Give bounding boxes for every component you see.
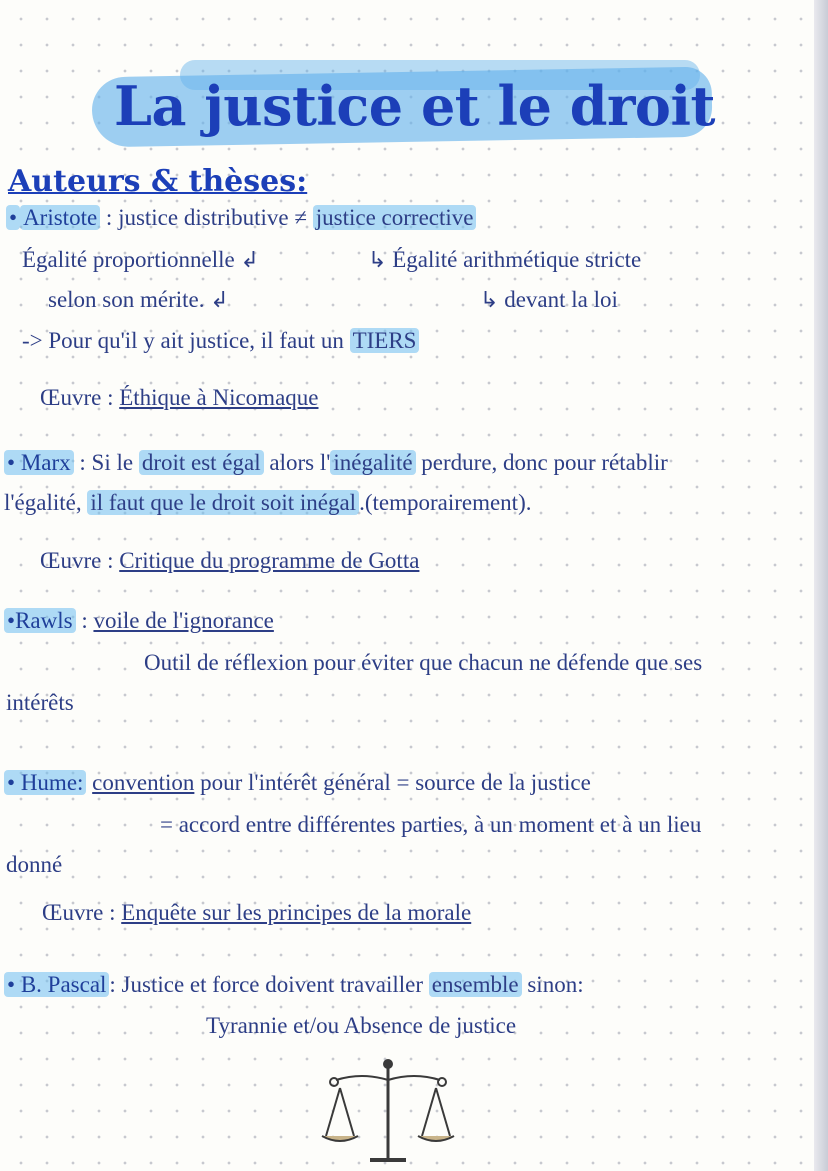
marx-text-5: perdure, donc pour rétablir	[421, 450, 668, 475]
author-name-pascal: B. Pascal	[20, 972, 107, 997]
separator: :	[81, 608, 88, 633]
page-title: La justice et le droit	[114, 74, 715, 138]
hume-text-1: pour l'intérêt général = source de la justice	[200, 770, 591, 795]
marx-oeuvre	[40, 548, 419, 574]
not-equal-sign: ≠	[294, 205, 307, 230]
oeuvre-label: Œuvre :	[42, 900, 116, 925]
hume-concept: convention	[92, 770, 195, 795]
section-heading: Auteurs & thèses:	[8, 164, 308, 199]
tiers-keyword: TIERS	[350, 328, 420, 353]
pascal-text-2: ensemble	[429, 972, 522, 997]
down-right-arrow-icon: ↳	[480, 288, 499, 313]
marx-text-6: l'égalité,	[4, 490, 82, 515]
marx-text-2: droit est égal	[139, 450, 264, 475]
marx-line-2	[4, 490, 531, 516]
pascal-text-4: Tyrannie et/ou Absence de justice	[206, 1013, 517, 1038]
marx-text-1: : Si le	[79, 450, 134, 475]
pascal-text-1: : Justice et force doivent travailler	[109, 972, 423, 997]
rawls-concept: voile de l'ignorance	[93, 608, 274, 633]
marx-text-7: il faut que le droit soit inégal	[87, 490, 359, 515]
oeuvre-title: Enquête sur les principes de la morale	[121, 900, 472, 925]
bullet-icon	[4, 608, 76, 633]
aristote-left-2	[48, 287, 229, 313]
aristote-concept-a: justice distributive	[118, 205, 289, 230]
pascal-line-1	[4, 972, 584, 998]
hume-line-1	[4, 770, 591, 796]
marx-text-3: alors l'	[269, 450, 331, 475]
aristote-left-1-text: Égalité proportionnelle	[22, 247, 235, 272]
hume-oeuvre	[42, 900, 471, 926]
bullet-glyph: •	[7, 972, 16, 997]
marx-line-1	[4, 450, 668, 476]
bullet-glyph: •	[7, 450, 16, 475]
bullet-icon	[4, 972, 109, 997]
hume-text-3: donné	[6, 852, 63, 877]
aristote-left-1	[22, 247, 259, 273]
aristote-concept-b: justice corrective	[313, 205, 477, 230]
bullet-icon	[4, 450, 74, 475]
aristote-oeuvre	[40, 385, 318, 411]
rawls-line	[4, 608, 274, 634]
rawls-desc-1: Outil de réflexion pour éviter que chacun ne défende que ses	[144, 650, 703, 675]
aristote-right-2	[480, 287, 618, 313]
oeuvre-title: Critique du programme de Gotta	[119, 548, 420, 573]
bullet-glyph: •	[7, 770, 16, 795]
aristote-right-2-text: devant la loi	[504, 287, 618, 312]
down-right-arrow-icon: ↳	[368, 248, 387, 273]
return-arrow-icon: ↲	[240, 248, 259, 273]
aristote-right-1	[368, 247, 641, 273]
aristote-conclusion	[22, 328, 419, 354]
aristote-conclusion-text: -> Pour qu'il y ait justice, il faut un	[22, 328, 344, 353]
return-arrow-icon: ↲	[210, 288, 229, 313]
hume-text-2: = accord entre différentes parties, à un moment et à un lieu	[160, 812, 702, 837]
oeuvre-title: Éthique à Nicomaque	[119, 385, 319, 410]
oeuvre-label: Œuvre :	[40, 548, 114, 573]
author-name-hume: Hume:	[20, 770, 84, 795]
aristote-left-2-text: selon son mérite.	[48, 287, 205, 312]
marx-text-4: inégalité	[330, 450, 415, 475]
bullet-icon: •	[6, 205, 20, 230]
page-edge	[814, 0, 828, 1171]
author-name-rawls: Rawls	[15, 608, 73, 633]
bullet-icon	[4, 770, 86, 795]
pascal-text-3: sinon:	[527, 972, 584, 997]
aristote-right-1-text: Égalité arithmétique stricte	[392, 247, 642, 272]
marx-text-8: .(temporairement).	[359, 490, 532, 515]
aristote-line	[6, 205, 476, 231]
rawls-desc-2: intérêts	[6, 690, 74, 715]
author-name-aristote: Aristote	[20, 205, 100, 230]
oeuvre-label: Œuvre :	[40, 385, 114, 410]
separator: :	[105, 205, 113, 230]
scale-icon	[318, 1058, 458, 1164]
author-name-marx: Marx	[20, 450, 71, 475]
bullet-glyph: •	[7, 608, 16, 633]
